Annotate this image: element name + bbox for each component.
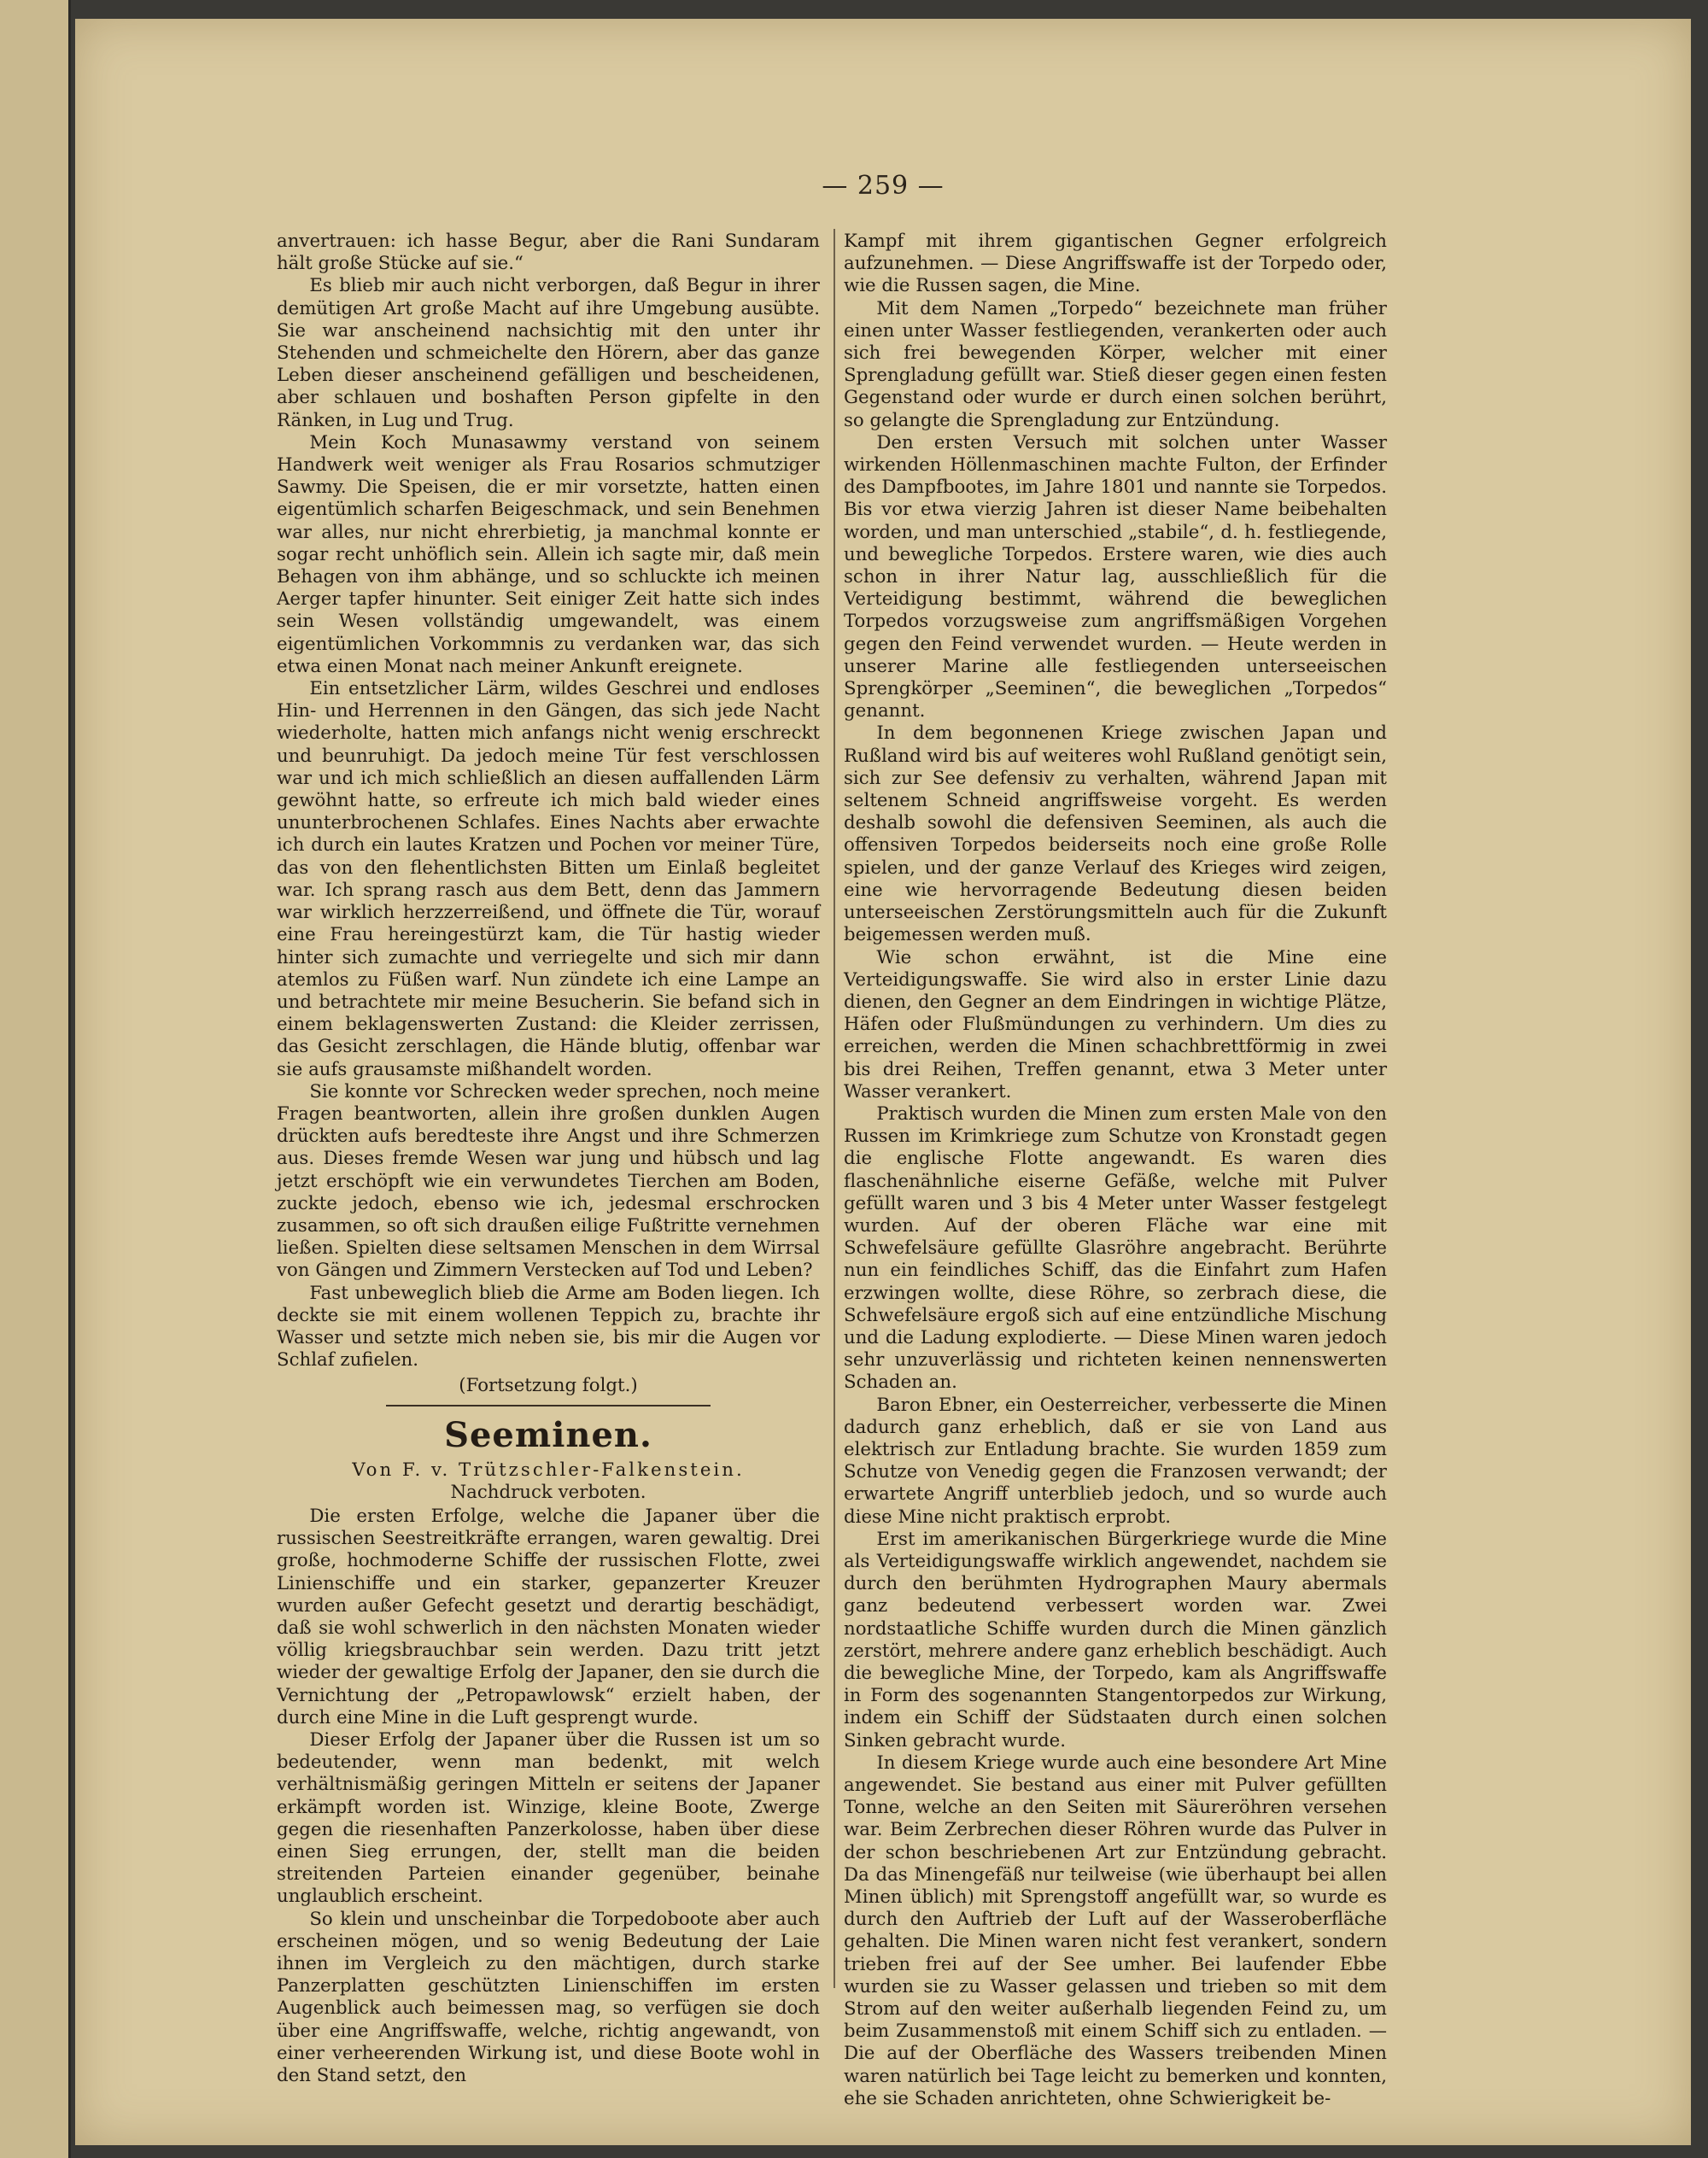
paragraph: Ein entsetzlicher Lärm, wildes Geschrei und endloses Hin- und Herrennen in den Gängen, das sich jede Nacht wiederholte, hatten mich anfangs nicht wenig erschreckt und beunruhigt. Da jedoch meine Tür fest verschlossen war und ich mich schließlich an diesen auffallenden Lärm gewöhnt hatte, so erfreute ich mich bald wieder eines ununterbrochenen Schlafes. Eines Nachts aber erwachte ich durch ein lautes Kratzen und Pochen vor meiner Türe, das von den flehentlichsten Bitten um Einlaß begleitet war. Ich sprang rasch aus dem Bett, denn das Jammern war wirklich herzzerreißend, und öffnete die Tür, worauf eine Frau hereingestürzt kam, die Tür hastig wieder hinter sich zumachte und verriegelte und sich mir dann atemlos zu Füßen warf. Nun zündete ich eine Lampe an und betrachtete mir meine Besucherin. Sie befand sich in einem beklagenswerten Zustand: die Kleider zerrissen, das Gesicht zerschlagen, die Hände blutig, offenbar war sie aufs grausamste mißhandelt worden.	[277, 678, 820, 1080]
column-divider	[834, 229, 835, 1988]
paragraph: Mit dem Namen „Torpedo“ bezeichnete man früher einen unter Wasser festliegenden, verankerten oder auch sich frei bewegenden Körper, welcher mit einer Sprengladung gefüllt war. Stieß dieser gegen einen festen Gegenstand oder wurde er durch einen solchen berührt, so gelangte die Sprengladung zur Entzündung.	[844, 297, 1387, 431]
section-divider	[386, 1405, 711, 1407]
right-column	[844, 231, 1387, 2110]
paragraph: Baron Ebner, ein Oesterreicher, verbesserte die Minen dadurch ganz erheblich, daß er sie von Land aus elektrisch zur Entladung brachte. Sie wurden 1859 zum Schutze von Venedig gegen die Franzosen verwandt; der erwartete Angriff unterblieb jedoch, und so wurde auch diese Mine nicht praktisch erprobt.	[844, 1394, 1387, 1528]
paragraph: In diesem Kriege wurde auch eine besondere Art Mine angewendet. Sie bestand aus einer mit Pulver gefüllten Tonne, welche an den Seiten mit Säureröhren versehen war. Beim Zerbrechen dieser Röhren wurde das Pulver in der schon beschriebenen Art zur Entzündung gebracht. Da das Minengefäß nur teilweise (wie überhaupt bei allen Minen üblich) mit Sprengstoff angefüllt war, so wurde es durch den Auftrieb der Luft auf der Wasseroberfläche gehalten. Die Minen waren nicht fest verankert, sondern trieben frei auf der See umher. Bei laufender Ebbe wurden sie zu Wasser gelassen und trieben so mit dem Strom auf den weiter außerhalb liegenden Feind zu, um beim Zusammenstoß mit einem Schiff sich zu entladen. — Die auf der Oberfläche des Wassers treibenden Minen waren natürlich bei Tage leicht zu bemerken und konnten, ehe sie Schaden anrichteten, ohne Schwierigkeit be-	[844, 1752, 1387, 2109]
paragraph: Wie schon erwähnt, ist die Mine eine Verteidigungswaffe. Sie wird also in erster Linie dazu dienen, den Gegner an dem Eindringen in wichtige Plätze, Häfen oder Flußmündungen zu verhindern. Um dies zu erreichen, werden die Minen schachbrettförmig in zwei bis drei Reihen, Treffen genannt, etwa 3 Meter unter Wasser verankert.	[844, 946, 1387, 1102]
previous-page-edge	[0, 0, 71, 2158]
left-column	[277, 231, 820, 2087]
article-author: Von F. v. Trützschler-Falkenstein.	[352, 1459, 745, 1481]
paragraph: anvertrauen: ich hasse Begur, aber die Rani Sundaram hält große Stücke auf sie.“	[277, 231, 820, 275]
paragraph: Sie konnte vor Schrecken weder sprechen, noch meine Fragen beantworten, allein ihre großen dunklen Augen drückten aufs beredteste ihre Angst und ihre Schmerzen aus. Dieses fremde Wesen war jung und hübsch und lag jetzt erschöpft wie ein verwundetes Tierchen am Boden, zuckte jedoch, ebenso wie ich, jedesmal erschrocken zusammen, so oft sich draußen eilige Fußtritte vernehmen ließen. Spielten diese seltsamen Menschen in dem Wirrsal von Gängen und Zimmern Verstecken auf Tod und Leben?	[277, 1080, 820, 1282]
paragraph: Kampf mit ihrem gigantischen Gegner erfolgreich aufzunehmen. — Diese Angriffswaffe ist der Torpedo oder, wie die Russen sagen, die Mine.	[844, 231, 1387, 297]
paragraph: Praktisch wurden die Minen zum ersten Male von den Russen im Krimkriege zum Schutze von Kronstadt gegen die englische Flotte angewandt. Es waren dies flaschenähnliche eiserne Gefäße, welche mit Pulver gefüllt waren und 3 bis 4 Meter unter Wasser festgelegt wurden. Auf der oberen Fläche war eine mit Schwefelsäure gefüllte Glasröhre angebracht. Berührte nun ein feindliches Schiff, das die Einfahrt zum Hafen erzwingen wollte, diese Röhre, so zerbrach diese, die Schwefelsäure ergoß sich auf eine entzündliche Mischung und die Ladung explodierte. — Diese Minen waren jedoch sehr unzuverlässig und richteten keinen nennenswerten Schaden an.	[844, 1102, 1387, 1394]
paragraph: Dieser Erfolg der Japaner über die Russen ist um so bedeutender, wenn man bedenkt, mit welch verhältnismäßig geringen Mitteln er seitens der Japaner erkämpft worden ist. Winzige, kleine Boote, Zwerge gegen die riesenhaften Panzerkolosse, haben über diese einen Sieg errungen, der, stellt man die beiden streitenden Parteien einander gegenüber, beinahe unglaublich erscheint.	[277, 1729, 820, 1908]
newspaper-page	[75, 19, 1691, 2145]
paragraph: Fast unbeweglich blieb die Arme am Boden liegen. Ich deckte sie mit einem wollenen Teppich zu, brachte ihr Wasser und setzte mich neben sie, bis mir die Augen vor Schlaf zufielen.	[277, 1282, 820, 1371]
paragraph: Erst im amerikanischen Bürgerkriege wurde die Mine als Verteidigungswaffe wirklich angewendet, nachdem sie durch den berühmten Hydrographen Maury abermals ganz bedeutend verbessert worden war. Zwei nordstaatliche Schiffe wurden durch die Minen gänzlich zerstört, mehrere andere ganz erheblich beschädigt. Auch die bewegliche Mine, der Torpedo, kam als Angriffswaffe in Form des sogenannten Stangentorpedos zur Wirkung, indem ein Schiff der Südstaaten durch einen solchen Sinken gebracht wurde.	[844, 1528, 1387, 1752]
paragraph: So klein und unscheinbar die Torpedoboote aber auch erscheinen mögen, und so wenig Bedeutung der Laie ihnen im Vergleich zu den mächtigen, durch starke Panzerplatten geschützten Linienschiffen im ersten Augenblick auch beimessen mag, so verfügen sie doch über eine Angriffswaffe, welche, richtig angewandt, von einer verheerenden Wirkung ist, und diese Boote wohl in den Stand setzt, den	[277, 1908, 820, 2087]
paragraph: Die ersten Erfolge, welche die Japaner über die russischen Seestreitkräfte errangen, waren gewaltig. Drei große, hochmoderne Schiffe der russischen Flotte, zwei Linienschiffe und ein starker, gepanzerter Kreuzer wurden außer Gefecht gesetzt und derartig beschädigt, daß sie wohl schwerlich in den nächsten Monaten wieder völlig kriegsbrauchbar sein werden. Dazu tritt jetzt wieder der gewaltige Erfolg der Japaner, den sie durch die Vernichtung der „Petropawlowsk“ erzielt haben, der durch eine Mine in die Luft gesprengt wurde.	[277, 1505, 820, 1728]
paragraph: Mein Koch Munasawmy verstand von seinem Handwerk weit weniger als Frau Rosarios schmutziger Sawmy. Die Speisen, die er mir vorsetzte, hatten einen eigentümlich scharfen Beigeschmack, und sein Benehmen war alles, nur nicht ehrerbietig, ja manchmal konnte er sogar recht unhöflich sein. Allein ich sagte mir, daß mein Behagen von ihm abhänge, und so schluckte ich meinen Aerger tapfer hinunter. Seit einiger Zeit hatte sich indes sein Wesen vollständig umgewandelt, was einem eigentümlichen Vorkommnis zu verdanken war, das sich etwa einen Monat nach meiner Ankunft ereignete.	[277, 431, 820, 677]
article-title: Seeminen.	[444, 1414, 652, 1455]
page-number: — 259 —	[822, 171, 945, 201]
reprint-notice: Nachdruck verboten.	[450, 1481, 646, 1503]
paragraph: Den ersten Versuch mit solchen unter Wasser wirkenden Höllenmaschinen machte Fulton, der Erfinder des Dampfbootes, im Jahre 1801 und nannte sie Torpedos. Bis vor etwa vierzig Jahren ist dieser Name beibehalten worden, und man unterschied „stabile“, d. h. festliegende, und bewegliche Torpedos. Erstere waren, wie dies auch schon in ihrer Natur lag, ausschließlich für die Verteidigung bestimmt, während die beweglichen Torpedos vorzugsweise zum angriffsmäßigen Vorgehen gegen den Feind verwendet wurden. — Heute werden in unserer Marine alle festliegenden unterseeischen Sprengkörper „Seeminen“, die beweglichen „Torpedos“ genannt.	[844, 431, 1387, 722]
paragraph: Es blieb mir auch nicht verborgen, daß Begur in ihrer demütigen Art große Macht auf ihre Umgebung ausübte. Sie war anscheinend nachsichtig mit den unter ihr Stehenden und schmeichelte den Hörern, aber das ganze Leben dieser anscheinend gefälligen und bescheidenen, aber schlauen und boshaften Person gipfelte in den Ränken, in Lug und Trug.	[277, 275, 820, 431]
paragraph: In dem begonnenen Kriege zwischen Japan und Rußland wird bis auf weiteres wohl Rußland genötigt sein, sich zur See defensiv zu verhalten, während Japan mit seltenem Schneid angriffsweise vorgeht. Es werden deshalb sowohl die defensiven Seeminen, als auch die offensiven Torpedos beiderseits noch eine große Rolle spielen, und der ganze Verlauf des Krieges wird zeigen, eine wie hervorragende Bedeutung diesen beiden unterseeischen Zerstörungsmitteln auch für die Zukunft beigemessen werden muß.	[844, 722, 1387, 946]
continuation-note: (Fortsetzung folgt.)	[459, 1375, 638, 1397]
